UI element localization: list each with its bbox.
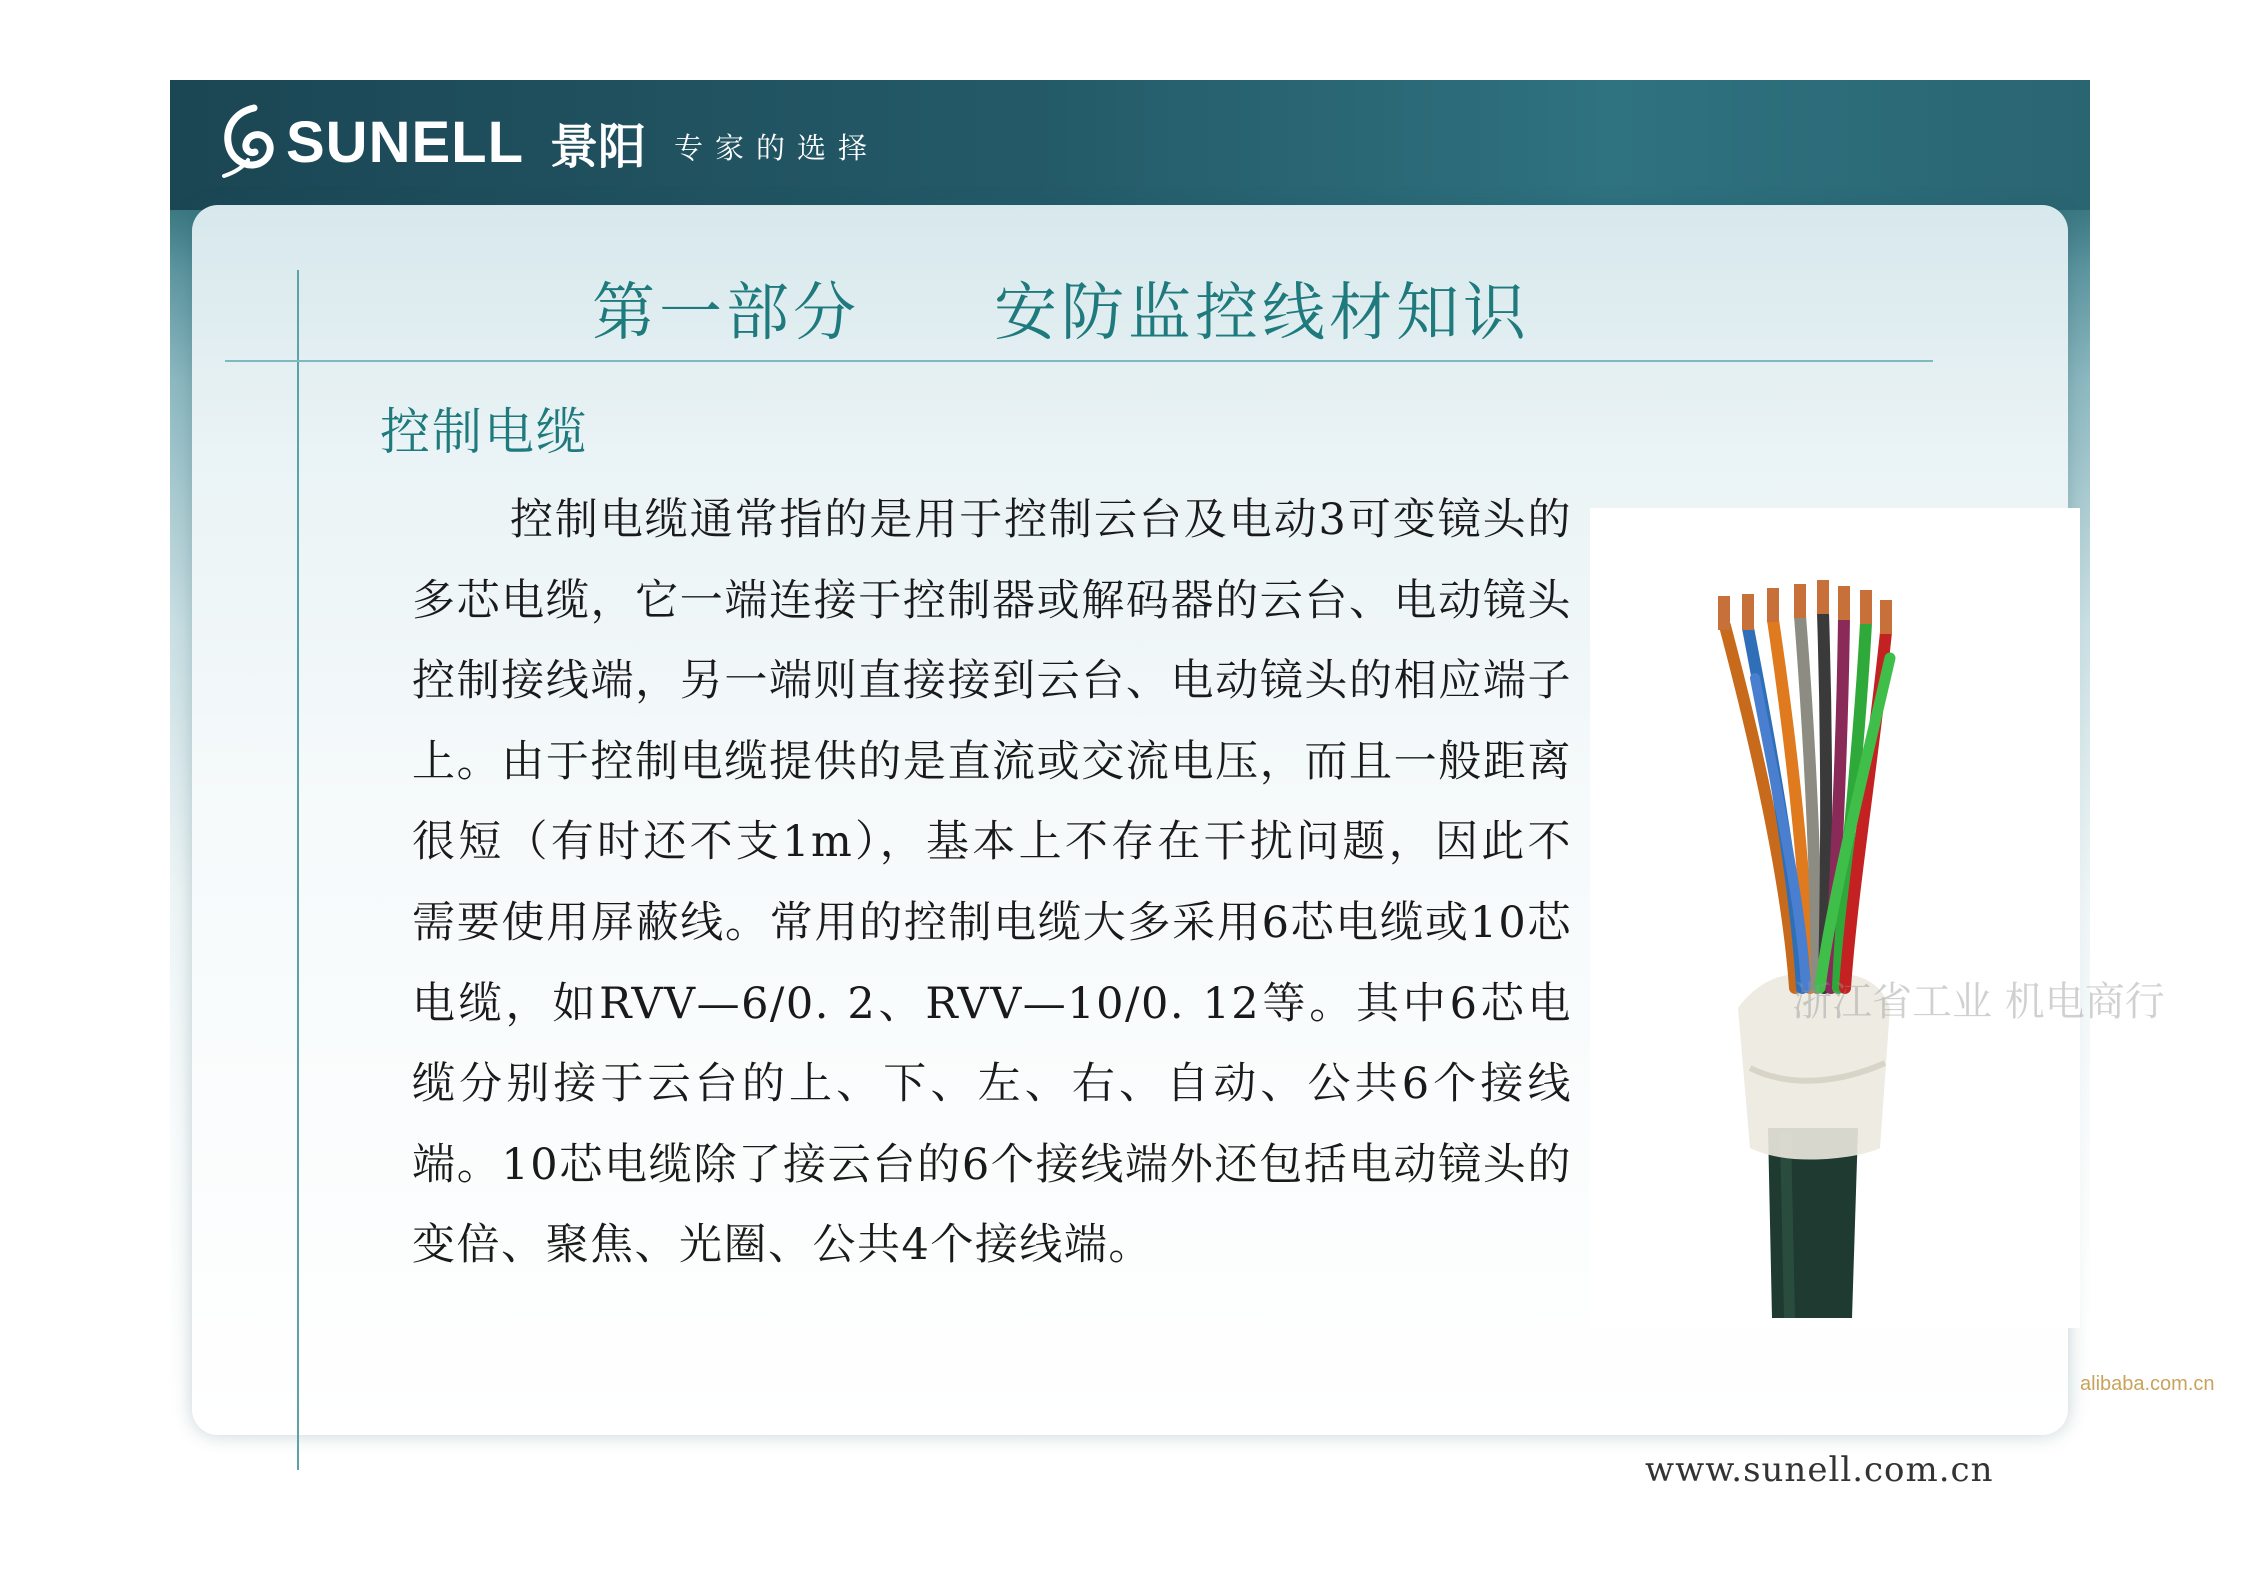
cable-illustration <box>1590 508 2080 1328</box>
logo-chinese: 景阳 <box>550 118 647 175</box>
logo <box>218 102 879 182</box>
image-watermark: 浙江省工业 机电商行 <box>1792 979 2165 1025</box>
body-paragraph: 控制电缆通常指的是用于控制云台及电动3可变镜头的多芯电缆，它一端连接于控制器或解码器的云台、电动镜头控制接线端，另一端则直接接到云台、电动镜头的相应端子上。由于控制电缆提供的是直流或交流电压，而且一般距离很短（有时还不支1m），基本上不存在干扰问题，因此不需要使用屏蔽线。常用的控制电缆大多采用6芯电缆或10芯电缆，如RVV—6/0. 2、RVV—10/0. 12等。其中6芯电缆分别接于云台的上、下、左、右、自动、公共6个接线端。10芯电缆除了接云台的6个接线端外还包括电动镜头的变倍、聚焦、光圈、公共4个接线端。 <box>412 495 1572 1271</box>
image-credit: alibaba.com.cn <box>2080 1373 2215 1395</box>
footer-url: www.sunell.com.cn <box>1645 1450 1994 1490</box>
cable-photo <box>1590 508 2080 1328</box>
horizontal-divider <box>225 360 1933 362</box>
swirl-logo-icon <box>218 102 282 182</box>
tagline: 专家的选择 <box>674 130 880 165</box>
vertical-divider <box>297 270 299 1470</box>
slide <box>170 80 2215 1445</box>
section-heading: 控制电缆 <box>380 403 588 461</box>
logo-wordmark: SUNELL <box>286 109 524 175</box>
page-title: 第一部分 安防监控线材知识 <box>592 276 1530 349</box>
